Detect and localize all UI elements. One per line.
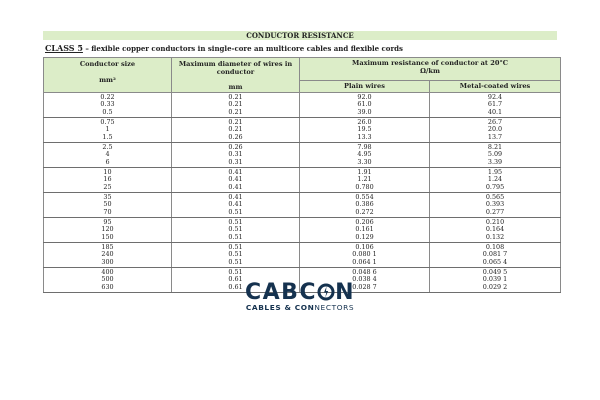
cell-value: 0.41: [228, 182, 243, 191]
cell-value: 6: [105, 157, 110, 166]
cell-value: 0.21: [228, 117, 243, 126]
cell-wire-diameter: [172, 193, 300, 218]
cell-value: 26.7: [487, 117, 503, 126]
cell-value: 26.0: [357, 117, 372, 126]
cell-value: 0.21: [228, 125, 243, 133]
cell-value: 0.393: [485, 200, 505, 208]
header-max-diameter: [172, 58, 300, 93]
cell-value: 40.1: [487, 107, 503, 116]
cell-value: 0.22: [100, 92, 115, 101]
cell-coated-resistance: [430, 193, 561, 218]
cell-plain-resistance: [300, 143, 430, 168]
cell-value: 0.33: [100, 100, 115, 108]
cell-value: 0.129: [355, 232, 374, 241]
cell-value: 0.51: [228, 250, 243, 258]
conductor-resistance-table: [43, 57, 561, 293]
cell-value: 0.51: [228, 217, 243, 226]
cell-conductor-size: [44, 268, 172, 293]
logo-o-icon: [317, 280, 335, 305]
cell-value: 0.51: [228, 232, 243, 241]
cell-value: 0.164: [485, 225, 505, 233]
cell-value: 1.5: [102, 132, 113, 141]
cell-value: 0.51: [228, 242, 243, 251]
table-row-group: [44, 118, 561, 143]
table-row-group: [44, 193, 561, 218]
logo-tagline-a: CABLES &: [245, 303, 295, 312]
cell-value: 0.21: [228, 107, 243, 116]
cell-value: 92.0: [357, 92, 372, 101]
cell-wire-diameter: [172, 243, 300, 268]
cell-value: 7.98: [357, 142, 372, 151]
cell-value: 500: [101, 275, 114, 283]
cell-value: 61.7: [487, 100, 503, 108]
cell-value: 0.565: [485, 192, 505, 201]
cell-value: 150: [101, 232, 114, 241]
cell-value: 0.048 6: [352, 267, 377, 276]
cell-value: 240: [101, 250, 114, 258]
cell-value: 20.0: [487, 125, 503, 133]
class-description: – flexible copper conductors in single-core an multicore cables and flexible cords: [82, 44, 403, 53]
cell-value: 0.31: [228, 150, 243, 158]
cell-value: 0.61: [228, 275, 243, 283]
cell-value: 0.51: [228, 207, 243, 216]
header-size-unit: mm²: [99, 75, 116, 84]
cell-conductor-size: [44, 143, 172, 168]
cell-value: 0.51: [228, 267, 243, 276]
cell-value: 50: [103, 200, 112, 208]
cell-value: 4.95: [357, 150, 372, 158]
cell-conductor-size: [44, 218, 172, 243]
cell-wire-diameter: [172, 118, 300, 143]
cell-value: 0.51: [228, 257, 243, 266]
cell-value: 1: [105, 125, 110, 133]
class-label: CLASS 5: [45, 43, 83, 53]
cell-value: 35: [103, 192, 112, 201]
cell-value: 0.31: [228, 157, 243, 166]
cell-value: 0.61: [228, 282, 243, 291]
cell-value: 3.30: [357, 157, 372, 166]
cell-value: 5.09: [487, 150, 503, 158]
header-diameter-label: Maximum diameter of wires in conductor: [178, 60, 293, 76]
cell-value: 70: [103, 207, 112, 216]
header-resistance-label: Maximum resistance of conductor at 20°C: [352, 59, 508, 67]
cell-value: 0.795: [485, 182, 505, 191]
cell-value: 0.21: [228, 100, 243, 108]
logo-wordmark-b: N: [335, 280, 355, 305]
document-title: CONDUCTOR RESISTANCE: [43, 31, 557, 40]
logo-wordmark-a: CABC: [244, 280, 318, 305]
header-metal-coated-wires: Metal-coated wires: [430, 81, 561, 93]
cell-value: 400: [101, 267, 114, 276]
logo-tagline-c: NECTORS: [314, 303, 355, 312]
cell-value: 0.272: [355, 207, 374, 216]
cell-coated-resistance: [430, 118, 561, 143]
cell-value: 0.41: [228, 175, 243, 183]
cell-coated-resistance: [430, 218, 561, 243]
table-row-group: [44, 218, 561, 243]
cell-value: 120: [101, 225, 114, 233]
cell-value: 0.554: [355, 192, 374, 201]
cell-value: 25: [103, 182, 112, 191]
cell-value: 0.161: [355, 225, 374, 233]
cell-wire-diameter: [172, 93, 300, 118]
cell-value: 0.41: [228, 192, 243, 201]
cell-value: 19.5: [357, 125, 372, 133]
cell-value: 4: [105, 150, 110, 158]
header-diameter-unit: mm: [228, 83, 243, 91]
cell-wire-diameter: [172, 143, 300, 168]
cell-conductor-size: [44, 193, 172, 218]
cell-value: 185: [101, 242, 114, 251]
cell-value: 0.064 1: [352, 257, 377, 266]
cell-value: 61.0: [357, 100, 372, 108]
cell-value: 0.41: [228, 167, 243, 176]
cell-plain-resistance: [300, 193, 430, 218]
table-row-group: [44, 168, 561, 193]
cell-coated-resistance: [430, 168, 561, 193]
cell-value: 0.26: [228, 132, 243, 141]
cell-plain-resistance: [300, 118, 430, 143]
cell-value: 16: [103, 175, 112, 183]
cabcon-logo: [225, 280, 375, 315]
cell-value: 0.132: [485, 232, 505, 241]
logo-tagline-b: CON: [294, 303, 315, 312]
cell-value: 0.080 1: [352, 250, 377, 258]
cell-wire-diameter: [172, 168, 300, 193]
cell-value: 0.028 7: [352, 282, 377, 291]
cell-plain-resistance: [300, 168, 430, 193]
table-body: [44, 93, 561, 293]
cell-value: 0.51: [228, 225, 243, 233]
cell-value: 0.75: [100, 117, 115, 126]
table-row-group: [44, 93, 561, 118]
cell-value: 630: [101, 282, 114, 291]
cell-coated-resistance: [430, 93, 561, 118]
cell-value: 1.91: [357, 167, 372, 176]
cell-value: 13.7: [487, 132, 503, 141]
cell-value: 0.029 2: [482, 282, 508, 291]
cell-value: 0.780: [355, 182, 374, 191]
header-conductor-size: [44, 58, 172, 93]
cell-value: 0.5: [102, 107, 113, 116]
document-subtitle: [45, 44, 560, 53]
cell-value: 0.41: [228, 200, 243, 208]
cell-value: 0.065 4: [482, 257, 508, 266]
cell-value: 2.5: [102, 142, 113, 151]
cell-value: 0.108: [485, 242, 505, 251]
cell-value: 8.21: [487, 142, 503, 151]
cell-value: 13.3: [357, 132, 372, 141]
table-row-group: [44, 143, 561, 168]
logo-wordmark: [225, 280, 375, 305]
cell-value: 0.206: [355, 217, 374, 226]
cell-coated-resistance: [430, 243, 561, 268]
cell-coated-resistance: [430, 268, 561, 293]
cell-value: 0.21: [228, 92, 243, 101]
cell-value: 0.210: [485, 217, 505, 226]
cell-value: 0.039 1: [482, 275, 508, 283]
cell-wire-diameter: [172, 218, 300, 243]
cell-conductor-size: [44, 168, 172, 193]
header-plain-wires: Plain wires: [300, 81, 430, 93]
header-resistance-unit: Ω/km: [420, 66, 440, 75]
cell-value: 1.24: [487, 175, 503, 183]
cell-plain-resistance: [300, 93, 430, 118]
cell-value: 0.386: [355, 200, 374, 208]
cell-plain-resistance: [300, 243, 430, 268]
o-plug-icon: [317, 283, 335, 301]
cell-value: 300: [101, 257, 114, 266]
cell-value: 1.95: [487, 167, 503, 176]
header-size-label: Conductor size: [79, 60, 136, 68]
cell-plain-resistance: [300, 218, 430, 243]
cell-value: 1.21: [357, 175, 372, 183]
cell-value: 39.0: [357, 107, 372, 116]
cell-coated-resistance: [430, 143, 561, 168]
cell-conductor-size: [44, 243, 172, 268]
table-row-group: [44, 243, 561, 268]
cell-value: 0.038 4: [352, 275, 377, 283]
cell-value: 0.277: [485, 207, 505, 216]
cell-value: 0.049 5: [482, 267, 508, 276]
cell-conductor-size: [44, 118, 172, 143]
cell-value: 95: [103, 217, 112, 226]
cell-value: 0.106: [355, 242, 374, 251]
cell-value: 0.081 7: [482, 250, 508, 258]
header-max-resistance: [300, 58, 561, 81]
cell-value: 0.26: [228, 142, 243, 151]
logo-tagline: [225, 303, 375, 313]
cell-value: 3.39: [487, 157, 503, 166]
cell-value: 10: [103, 167, 112, 176]
cell-value: 92.4: [487, 92, 503, 101]
cell-conductor-size: [44, 93, 172, 118]
